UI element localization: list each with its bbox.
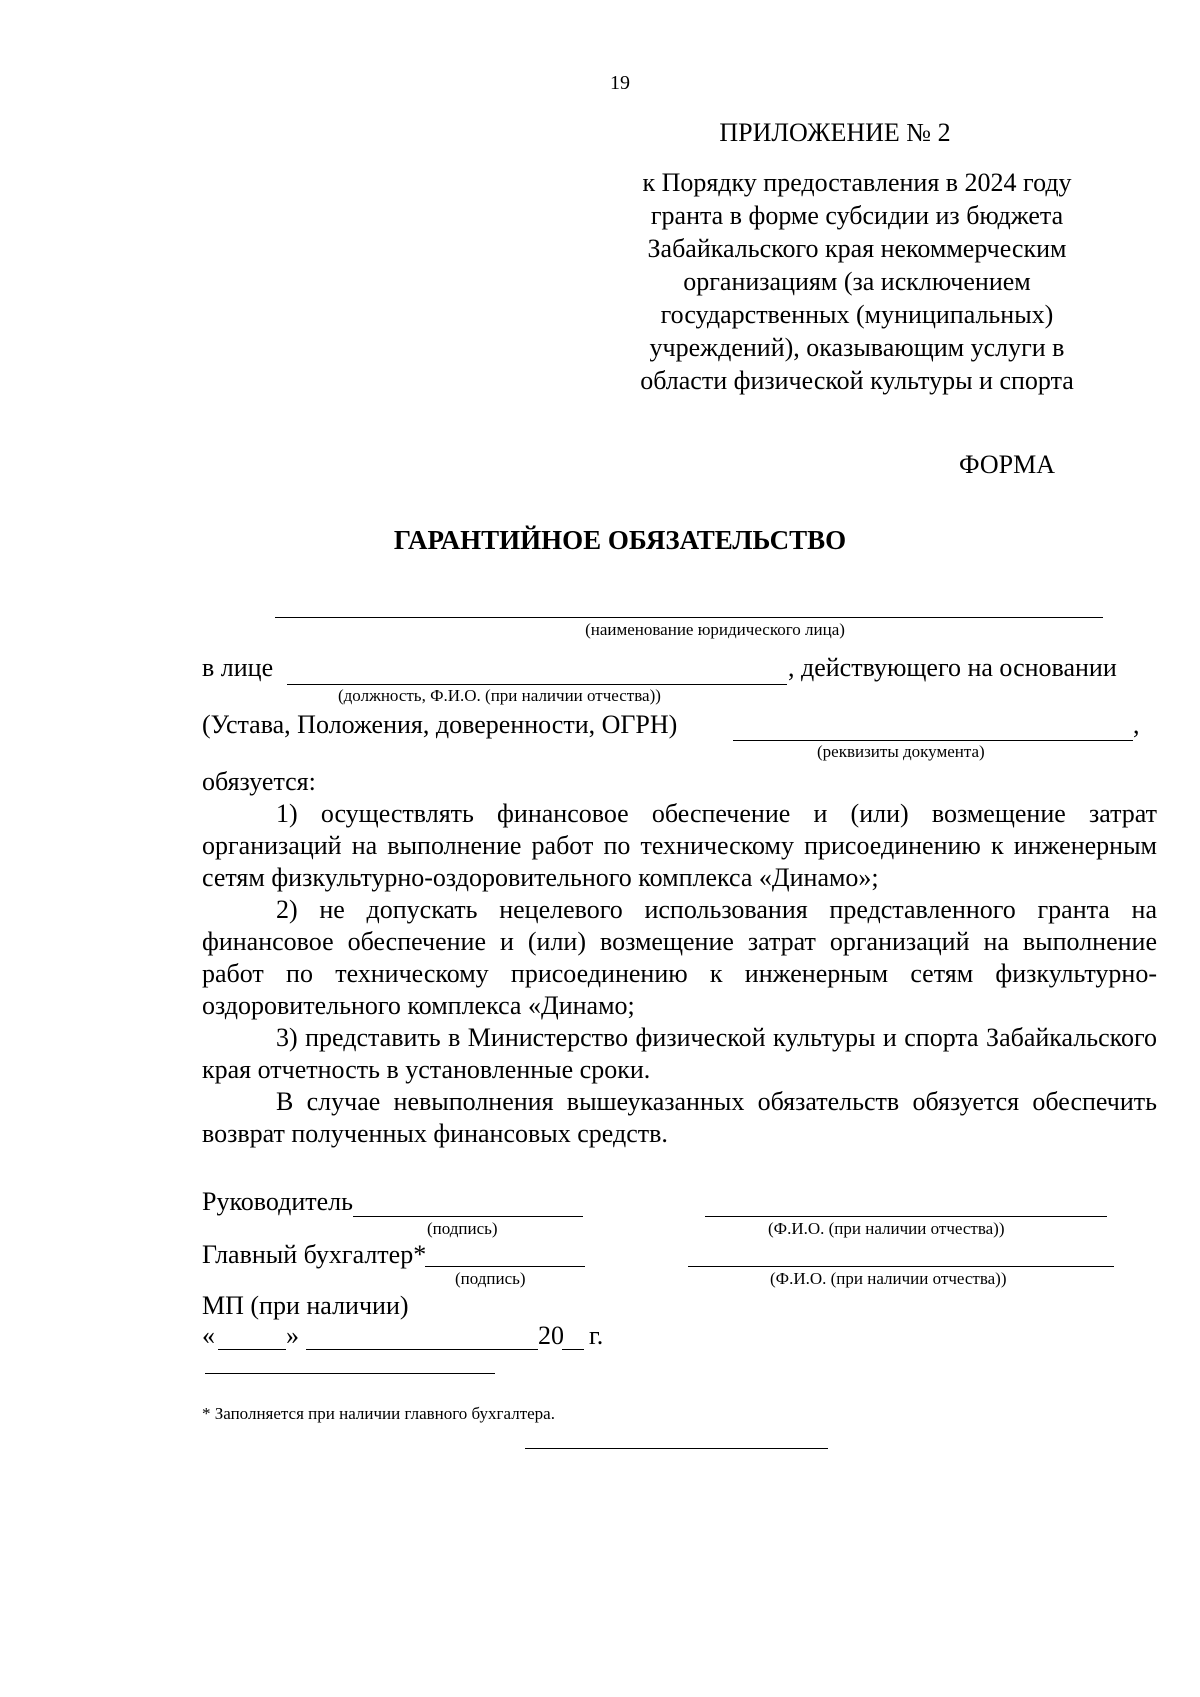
form-label: ФОРМА <box>959 450 1055 479</box>
represented-by-suffix: , действующего на основании <box>788 653 1117 682</box>
date-month-blank[interactable] <box>306 1349 538 1350</box>
obligation-item-2: 2) не допускать нецелевого использования представленного гранта на финансовое обеспечение и (или) возмещение затрат организаций на выполнение работ по техническому присоединению к инженерным сетям физкультурно-оздоровительного комплекса «Динамо; <box>202 895 1157 1020</box>
stamp-label: МП (при наличии) <box>202 1291 409 1320</box>
obligates-label: обязуется: <box>202 767 316 796</box>
appendix-reference <box>612 166 1102 397</box>
head-name-blank[interactable] <box>705 1216 1107 1217</box>
basis-text: (Устава, Положения, доверенности, ОГРН) <box>202 710 678 739</box>
chief-accountant-signature-caption: (подпись) <box>455 1269 526 1288</box>
basis-comma: , <box>1133 710 1140 739</box>
represented-by-prefix: в лице <box>202 653 274 682</box>
chief-accountant-name-blank[interactable] <box>688 1266 1114 1267</box>
appendix-reference-line: государственных (муниципальных) <box>660 300 1054 329</box>
appendix-reference-line: гранта в форме субсидии из бюджета <box>650 201 1064 230</box>
chief-accountant-name-caption: (Ф.И.О. (при наличии отчества)) <box>770 1269 1007 1288</box>
obligation-item-1: 1) осуществлять финансовое обеспечение и (или) возмещение затрат организаций на выполнение работ по техническому присоединению к инженерным сетям физкультурно-оздоровительного комплекса «Динамо»; <box>202 799 1157 892</box>
obligation-item-3: 3) представить в Министерство физической культуры и спорта Забайкальского края отчетность в установленные сроки. <box>202 1023 1157 1084</box>
date-close-quote: » <box>286 1321 299 1350</box>
closing-paragraph: В случае невыполнения вышеуказанных обязательств обязуется обеспечить возврат полученных финансовых средств. <box>202 1087 1157 1148</box>
date-day-blank[interactable] <box>218 1349 286 1350</box>
entity-name-blank[interactable] <box>275 617 1103 618</box>
appendix-reference-line: учреждений), оказывающим услуги в <box>649 333 1065 362</box>
appendix-title: ПРИЛОЖЕНИЕ № 2 <box>719 118 951 147</box>
date-year-suffix: г. <box>589 1321 604 1350</box>
date-year-blank[interactable] <box>562 1349 584 1350</box>
date-open-quote: « <box>202 1321 215 1350</box>
document-details-caption: (реквизиты документа) <box>817 742 985 761</box>
chief-accountant-label: Главный бухгалтер* <box>202 1240 427 1269</box>
chief-accountant-signature-blank[interactable] <box>425 1266 585 1267</box>
document-details-blank[interactable] <box>733 740 1133 741</box>
footnote-separator <box>205 1373 495 1374</box>
entity-name-caption: (наименование юридического лица) <box>585 620 845 639</box>
appendix-reference-line: области физической культуры и спорта <box>640 366 1074 395</box>
head-signature-caption: (подпись) <box>427 1219 498 1238</box>
head-name-caption: (Ф.И.О. (при наличии отчества)) <box>768 1219 1005 1238</box>
representative-blank[interactable] <box>287 684 787 685</box>
document-title: ГАРАНТИЙНОЕ ОБЯЗАТЕЛЬСТВО <box>393 525 847 555</box>
end-separator <box>525 1448 828 1449</box>
page-number: 19 <box>610 72 630 94</box>
appendix-reference-line: к Порядку предоставления в 2024 году <box>642 168 1072 197</box>
appendix-reference-line: организациям (за исключением <box>683 267 1031 296</box>
head-label: Руководитель <box>202 1187 353 1216</box>
head-signature-blank[interactable] <box>353 1216 583 1217</box>
date-year-prefix: 20 <box>538 1321 564 1350</box>
footnote: * Заполняется при наличии главного бухгалтера. <box>202 1404 555 1423</box>
representative-caption: (должность, Ф.И.О. (при наличии отчества)) <box>338 686 661 705</box>
appendix-reference-line: Забайкальского края некоммерческим <box>647 234 1067 263</box>
